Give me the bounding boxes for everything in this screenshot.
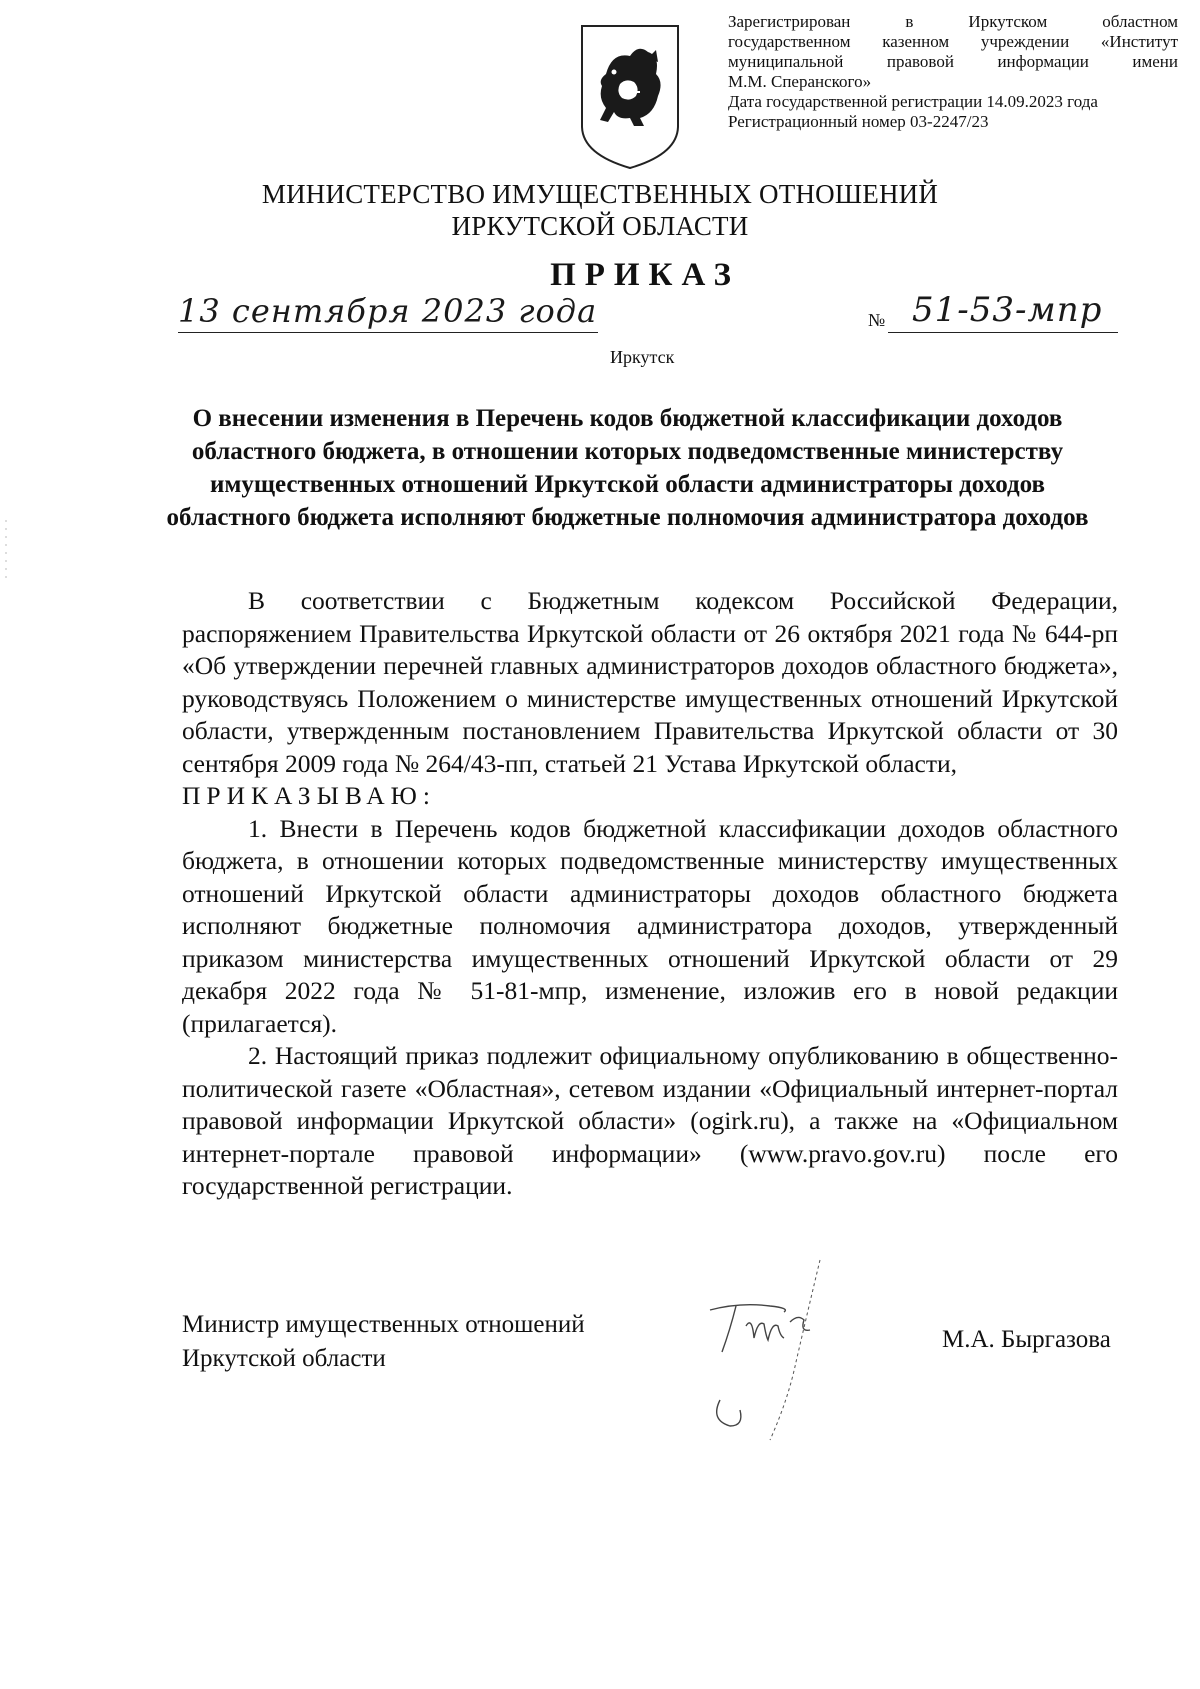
registration-line: Зарегистрирован в Иркутском областном	[728, 12, 1178, 31]
document-body	[182, 585, 1118, 1203]
preamble-paragraph: В соответствии с Бюджетным кодексом Российской Федерации, распоряжением Правительства Иркутской области от 26 октября 2021 года № 644-рп «Об утверждении перечней главных администраторов доходов областного бюджета», руководствуясь Положением о министерстве имущественных отношений Иркутской области, утвержденным постановлением Правительства Иркутской области от 30 сентября 2009 года № 264/43-пп, статьей 21 Устава Иркутской области,	[182, 586, 1118, 778]
city-name: Иркутск	[610, 347, 675, 367]
ministry-name-line: МИНИСТЕРСТВО ИМУЩЕСТВЕННЫХ ОТНОШЕНИЙ	[261, 179, 939, 209]
document-title: О внесении изменения в Перечень кодов бюджетной классификации доходов областного бюджета, в отношении которых подведомственные министерству имущественных отношений Иркутской области администраторы доходов областного бюджета исполняют бюджетные полномочия администратора доходов	[166, 405, 1089, 531]
ministry-region-line: ИРКУТСКОЙ ОБЛАСТИ	[451, 211, 749, 241]
number-underline	[888, 332, 1118, 333]
signatory-position-line1: Министр имущественных отношений	[182, 1311, 585, 1338]
signatory-position	[182, 1308, 585, 1376]
order-word: ПРИКАЗЫВАЮ:	[182, 781, 436, 810]
signatory-name: М.А. Быргазова	[942, 1326, 1111, 1353]
handwritten-signature-icon	[700, 1250, 900, 1450]
handwritten-date: 13 сентября 2023 года	[178, 292, 598, 330]
scan-margin-marks	[4, 520, 8, 580]
order-item-1: 1. Внести в Перечень кодов бюджетной классификации доходов областного бюджета, в отношении которых подведомственные министерству имущественных отношений Иркутской области администраторы доходов областного бюджета исполняют бюджетные полномочия администратора доходов, утвержденный приказом министерства имущественных отношений Иркутской области от 29 декабря 2022 года № 51-81-мпр, изменение, изложив его в новой редакции (прилагается).	[182, 813, 1118, 1038]
signatory-position-line2: Иркутской области	[182, 1345, 386, 1372]
document-type: ПРИКАЗ	[550, 257, 740, 293]
number-label: №	[868, 310, 886, 330]
registration-stamp	[728, 12, 1178, 132]
registration-line: муниципальной правовой информации имени	[728, 52, 1178, 71]
registration-number: Регистрационный номер 03-2247/23	[728, 112, 989, 131]
registration-line: М.М. Сперанского»	[728, 72, 872, 91]
date-underline	[178, 332, 598, 333]
ministry-heading	[0, 178, 1200, 242]
registration-line: государственном казенном учреждении «Институт	[728, 32, 1178, 51]
order-item-2: 2. Настоящий приказ подлежит официальному опубликованию в общественно-политической газете «Областная», сетевом издании «Официальный интернет-портал правовой информации Иркутской области» (ogirk.ru), а также на «Официальном интернет-портале правовой информации» (www.pravo.gov.ru) после его государственной регистрации.	[182, 1041, 1118, 1200]
irkutsk-coat-of-arms-icon	[578, 22, 682, 170]
registration-date: Дата государственной регистрации 14.09.2023 года	[728, 92, 1098, 111]
handwritten-number: 51-53-мпр	[912, 290, 1103, 330]
